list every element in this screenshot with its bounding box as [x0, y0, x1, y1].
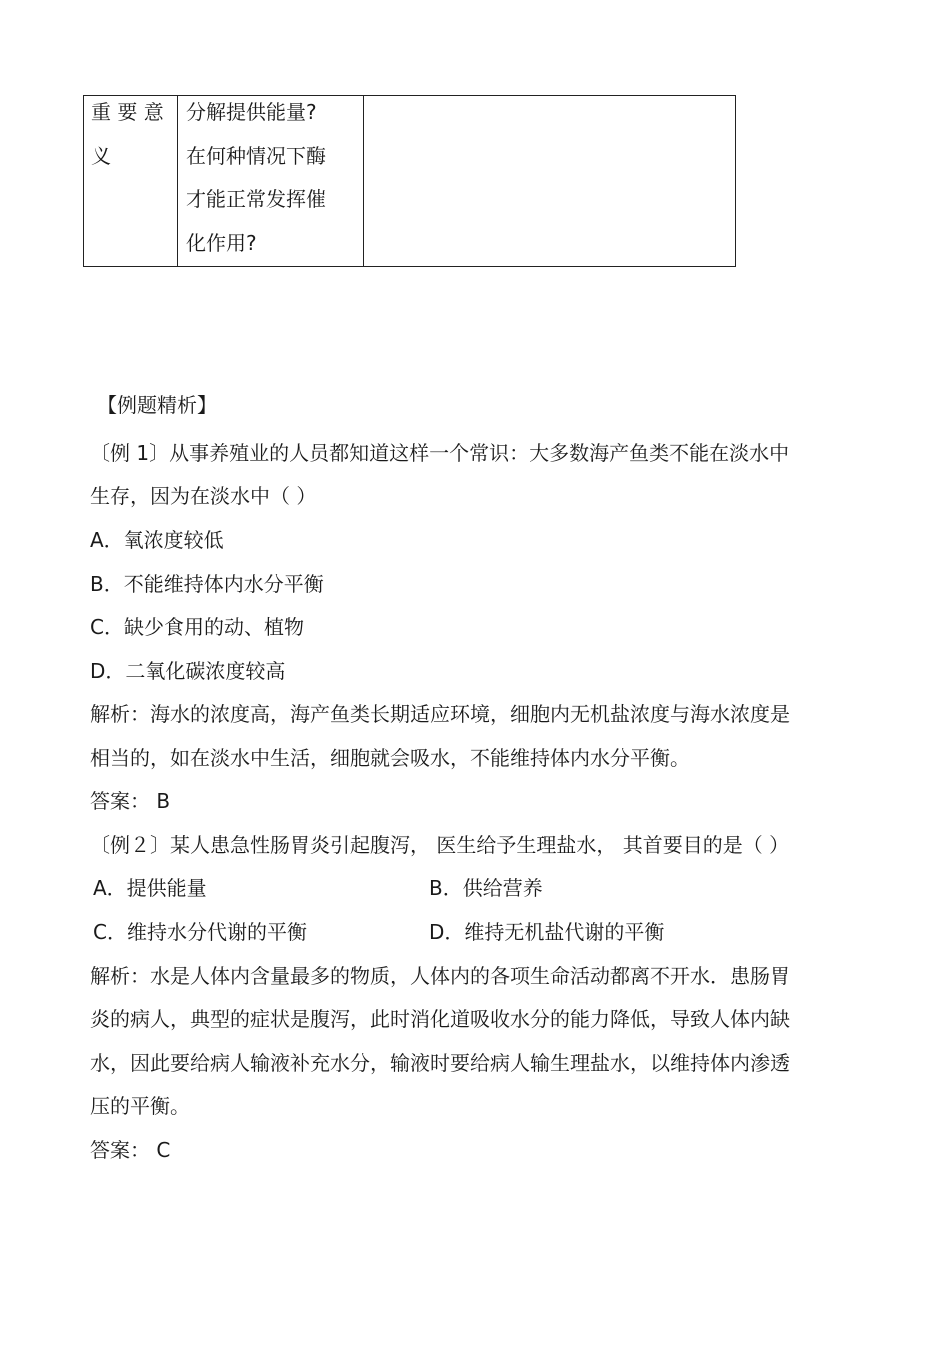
example-1-option-d: D．二氧化碳浓度较高	[90, 659, 286, 683]
example-2-option-b: B．供给营养	[429, 876, 543, 900]
enzyme-significance-table	[83, 95, 736, 267]
row-header-line-1: 重 要 意	[91, 100, 164, 124]
example-2-analysis-line-4: 压的平衡。	[90, 1094, 190, 1118]
example-2-analysis-line-2: 炎的病人，典型的症状是腹泻，此时消化道吸收水分的能力降低，导致人体内缺	[90, 1007, 790, 1031]
content-line-1: 分解提供能量?	[186, 100, 317, 124]
example-1-analysis-line-1: 解析：海水的浓度高，海产鱼类长期适应环境，细胞内无机盐浓度与海水浓度是	[90, 702, 790, 726]
example-2-option-d: D．维持无机盐代谢的平衡	[429, 920, 665, 944]
example-1-option-c: C．缺少食用的动、植物	[90, 615, 304, 639]
row-header-line-2: 义	[91, 144, 111, 168]
example-1-question-line-1: 〔例 1〕从事养殖业的人员都知道这样一个常识：大多数海产鱼类不能在淡水中	[90, 441, 790, 465]
content-line-2: 在何种情况下酶	[186, 144, 326, 168]
content-line-3: 才能正常发挥催	[186, 187, 326, 211]
example-2-answer: 答案： C	[90, 1138, 171, 1162]
example-2-analysis-line-1: 解析：水是人体内含量最多的物质，人体内的各项生命活动都离不开水．患肠胃	[90, 964, 790, 988]
example-2-question: 〔例２〕某人患急性肠胃炎引起腹泻， 医生给予生理盐水， 其首要目的是（ ）	[90, 833, 790, 857]
example-1-analysis-line-2: 相当的，如在淡水中生活，细胞就会吸水，不能维持体内水分平衡。	[90, 746, 690, 770]
example-1-question-line-2: 生存，因为在淡水中（ ）	[90, 484, 317, 508]
section-title: 【例题精析】	[97, 393, 217, 417]
example-2-option-a: A．提供能量	[93, 876, 207, 900]
example-1-answer: 答案： B	[90, 789, 171, 813]
example-2-analysis-line-3: 水，因此要给病人输液补充水分，输液时要给病人输生理盐水，以维持体内渗透	[90, 1051, 790, 1075]
table-empty-cell	[364, 96, 735, 266]
example-2-option-c: C．维持水分代谢的平衡	[93, 920, 307, 944]
example-1-option-a: A．氧浓度较低	[90, 528, 224, 552]
content-line-4: 化作用?	[186, 231, 257, 255]
example-1-option-b: B．不能维持体内水分平衡	[90, 572, 324, 596]
